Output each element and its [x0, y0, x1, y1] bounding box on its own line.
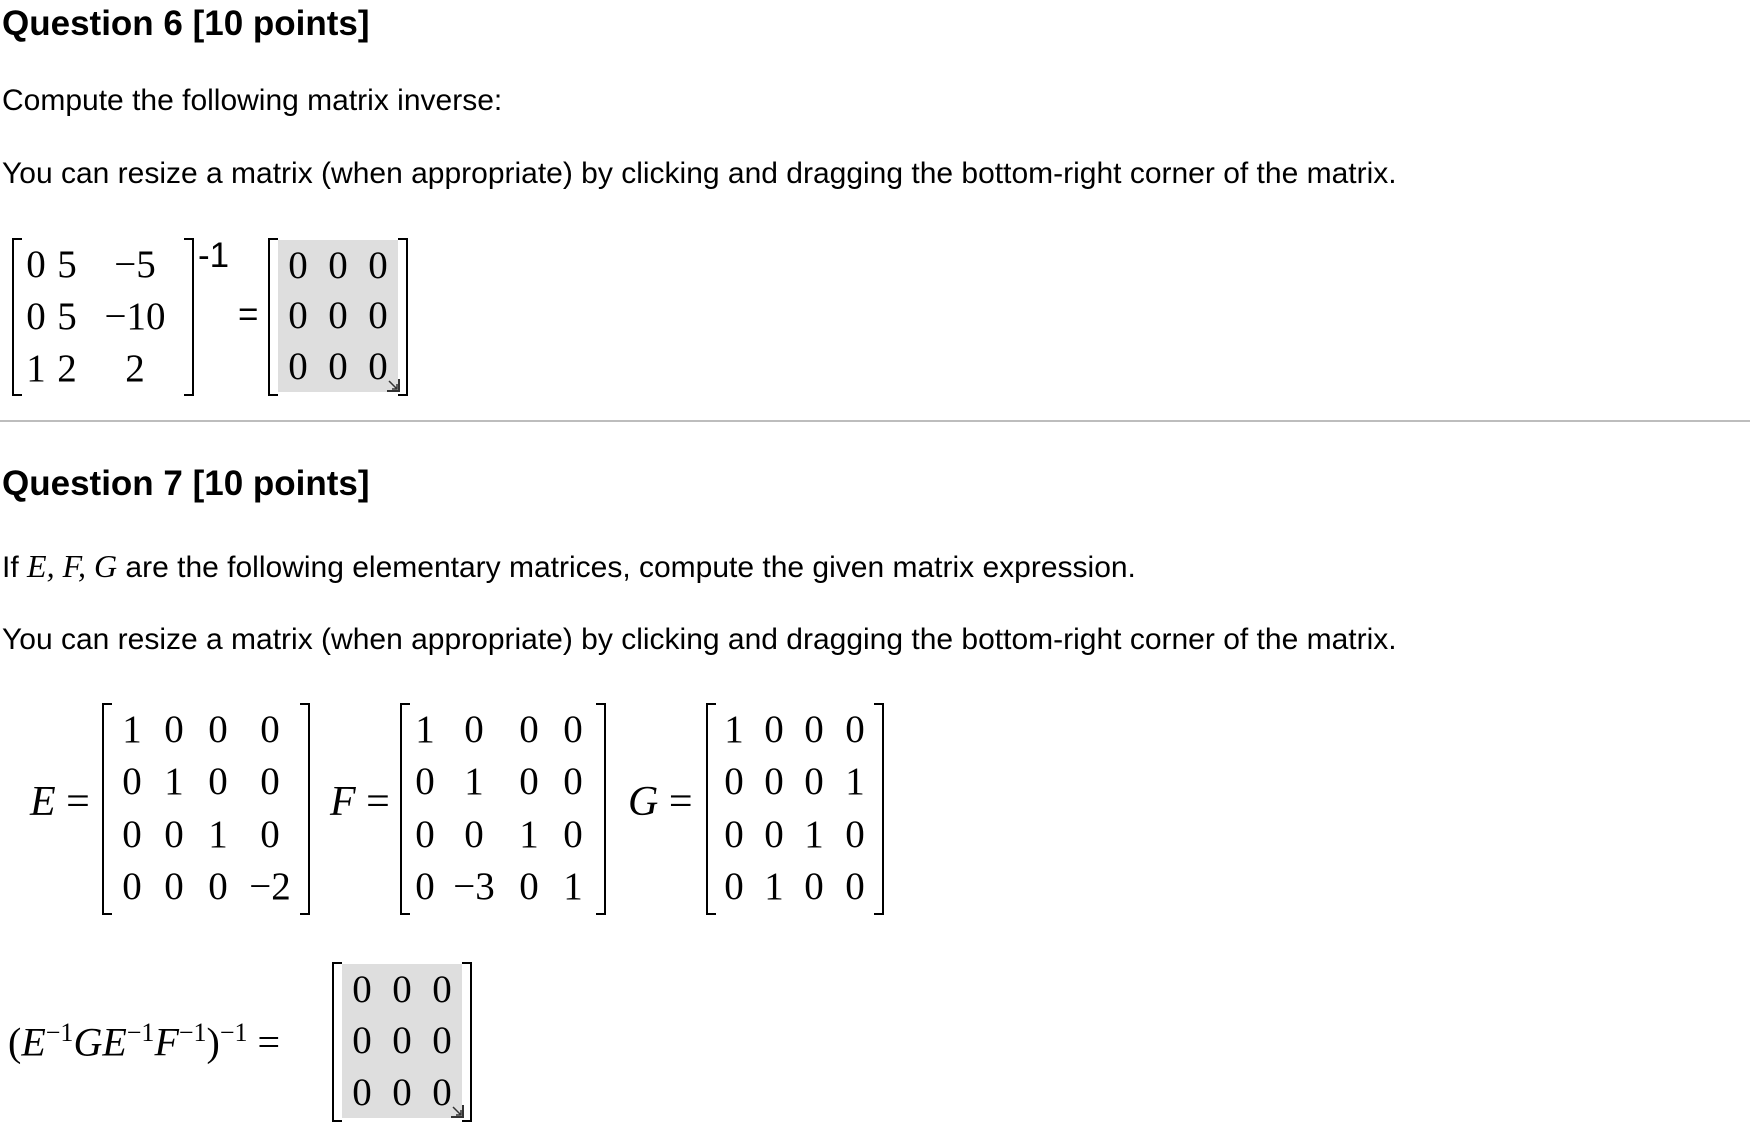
- q7-f-label: F =: [330, 779, 390, 825]
- q6-title: Question 6 [10 points]: [2, 4, 370, 43]
- q7-g-cell-3-3: 0: [845, 865, 865, 909]
- q7-g-cell-0-3: 0: [845, 707, 865, 751]
- q7-g-cell-3-1: 1: [764, 865, 784, 909]
- q7-answer-cell-1-1[interactable]: 0: [392, 1019, 412, 1063]
- q7-f-grid: [408, 703, 594, 913]
- q7-answer-cell-0-1[interactable]: 0: [392, 968, 412, 1012]
- q7-f-cell-0-0: 1: [415, 707, 435, 751]
- q7-answer-cell-2-0[interactable]: 0: [352, 1070, 372, 1114]
- q7-f-cell-3-1: −3: [453, 865, 495, 909]
- q7-e-bracket-left: [102, 703, 112, 915]
- q7-f-cell-1-3: 0: [563, 760, 583, 804]
- q7-e-cell-0-1: 0: [164, 707, 184, 751]
- q7-answer-bracket-right: [462, 962, 472, 1122]
- q7-answer-bracket-left: [332, 962, 342, 1122]
- q6-matrix-cell-2-2: 2: [125, 346, 145, 390]
- q6-matrix-cell-2-1: 2: [57, 346, 77, 390]
- q6-matrix-cell-1-2: −10: [104, 294, 166, 338]
- q7-answer-cell-2-1[interactable]: 0: [392, 1070, 412, 1114]
- q7-f-cell-2-3: 0: [563, 812, 583, 856]
- q7-f-cell-0-2: 0: [519, 707, 539, 751]
- q7-answer-grid[interactable]: [342, 964, 462, 1118]
- q7-e-cell-1-0: 0: [122, 760, 142, 804]
- q7-g-cell-1-0: 0: [724, 760, 744, 804]
- q7-hint: You can resize a matrix (when appropriate) by clicking and dragging the bottom-right corner of the matrix.: [2, 623, 1397, 656]
- q7-g-cell-3-2: 0: [804, 865, 824, 909]
- q6-answer-cell-2-0[interactable]: 0: [288, 345, 308, 389]
- q7-e-cell-1-1: 1: [164, 760, 184, 804]
- q7-answer-cell-0-2[interactable]: 0: [432, 968, 452, 1012]
- q7-title: Question 7 [10 points]: [2, 464, 370, 503]
- q6-answer-cell-1-1[interactable]: 0: [328, 294, 348, 338]
- q6-exponent: -1: [198, 236, 230, 275]
- q7-f-cell-3-0: 0: [415, 865, 435, 909]
- q6-answer-cell-0-0[interactable]: 0: [288, 243, 308, 287]
- q6-matrix-bracket-left: [12, 238, 22, 396]
- q6-answer-cell-0-1[interactable]: 0: [328, 243, 348, 287]
- q7-g-cell-2-1: 0: [764, 812, 784, 856]
- q7-answer-cell-2-2[interactable]: 0: [432, 1070, 452, 1114]
- q6-answer-cell-2-2[interactable]: 0: [368, 345, 388, 389]
- q7-e-cell-3-2: 0: [208, 865, 228, 909]
- q7-f-cell-1-0: 0: [415, 760, 435, 804]
- q6-matrix-cell-2-0: 1: [26, 346, 46, 390]
- q6-answer-grid[interactable]: [278, 240, 398, 392]
- q7-answer-cell-0-0[interactable]: 0: [352, 968, 372, 1012]
- q7-g-cell-1-3: 1: [845, 760, 865, 804]
- q7-e-cell-0-3: 0: [260, 707, 280, 751]
- q7-g-cell-3-0: 0: [724, 865, 744, 909]
- q7-e-cell-2-2: 1: [208, 812, 228, 856]
- q6-answer-cell-2-1[interactable]: 0: [328, 345, 348, 389]
- q7-f-cell-3-2: 0: [519, 865, 539, 909]
- q7-f-cell-0-3: 0: [563, 707, 583, 751]
- q7-f-bracket-right: [596, 703, 606, 915]
- q6-matrix-grid: [22, 238, 186, 394]
- q7-prompt-suffix: are the following elementary matrices, compute the given matrix expression.: [117, 551, 1136, 584]
- q6-matrix-cell-0-1: 5: [57, 242, 77, 286]
- q6-matrix-bracket-right: [184, 238, 194, 396]
- q6-answer-cell-1-2[interactable]: 0: [368, 294, 388, 338]
- q7-expression: $(E^{-1}GE^{-1}F^{-1})^{-1}$ =: [8, 1018, 281, 1065]
- q7-f-cell-2-1: 0: [464, 812, 484, 856]
- q7-e-cell-1-3: 0: [260, 760, 280, 804]
- q6-answer-cell-1-0[interactable]: 0: [288, 294, 308, 338]
- q6-resize-handle-icon[interactable]: [385, 377, 401, 393]
- q7-g-grid: [714, 703, 876, 913]
- q7-g-cell-1-1: 0: [764, 760, 784, 804]
- q6-answer-bracket-left: [268, 238, 278, 396]
- q6-hint: You can resize a matrix (when appropriate) by clicking and dragging the bottom-right corner of the matrix.: [2, 157, 1397, 190]
- q7-g-cell-1-2: 0: [804, 760, 824, 804]
- question-divider: [0, 420, 1750, 422]
- q7-g-cell-2-2: 1: [804, 812, 824, 856]
- q7-f-cell-1-2: 0: [519, 760, 539, 804]
- q7-e-cell-3-1: 0: [164, 865, 184, 909]
- q7-answer-cell-1-2[interactable]: 0: [432, 1019, 452, 1063]
- q7-f-cell-1-1: 1: [464, 760, 484, 804]
- q7-e-grid: [112, 703, 300, 913]
- q7-e-bracket-right: [300, 703, 310, 915]
- q6-matrix-cell-1-0: 0: [26, 294, 46, 338]
- q6-matrix-cell-0-0: 0: [26, 242, 46, 286]
- q7-e-cell-0-2: 0: [208, 707, 228, 751]
- q7-e-cell-2-3: 0: [260, 812, 280, 856]
- q7-prompt-prefix: If: [2, 551, 28, 584]
- q7-prompt-vars: E, F, G: [27, 548, 118, 584]
- q6-matrix-cell-0-2: −5: [114, 242, 156, 286]
- q7-f-cell-0-1: 0: [464, 707, 484, 751]
- q7-g-cell-2-0: 0: [724, 812, 744, 856]
- q7-f-cell-3-3: 1: [563, 865, 583, 909]
- q7-e-cell-2-0: 0: [122, 812, 142, 856]
- q7-f-cell-2-2: 1: [519, 812, 539, 856]
- q7-answer-cell-1-0[interactable]: 0: [352, 1019, 372, 1063]
- q7-e-cell-2-1: 0: [164, 812, 184, 856]
- q6-matrix-cell-1-1: 5: [57, 294, 77, 338]
- q7-e-cell-3-3: −2: [249, 865, 291, 909]
- q7-g-label: G =: [628, 779, 693, 825]
- q7-e-cell-0-0: 1: [122, 707, 142, 751]
- q7-resize-handle-icon[interactable]: [449, 1103, 465, 1119]
- q7-e-cell-3-0: 0: [122, 865, 142, 909]
- q7-e-cell-1-2: 0: [208, 760, 228, 804]
- q7-g-cell-2-3: 0: [845, 812, 865, 856]
- q6-equals: =: [238, 295, 259, 334]
- q7-prompt: [2, 548, 1136, 585]
- q7-g-cell-0-0: 1: [724, 707, 744, 751]
- q7-e-label: E =: [30, 779, 90, 825]
- q6-answer-cell-0-2[interactable]: 0: [368, 243, 388, 287]
- q7-f-cell-2-0: 0: [415, 812, 435, 856]
- q6-prompt: Compute the following matrix inverse:: [2, 84, 503, 117]
- q7-g-bracket-right: [874, 703, 884, 915]
- q7-g-cell-0-1: 0: [764, 707, 784, 751]
- q7-g-cell-0-2: 0: [804, 707, 824, 751]
- q6-answer-bracket-right: [398, 238, 408, 396]
